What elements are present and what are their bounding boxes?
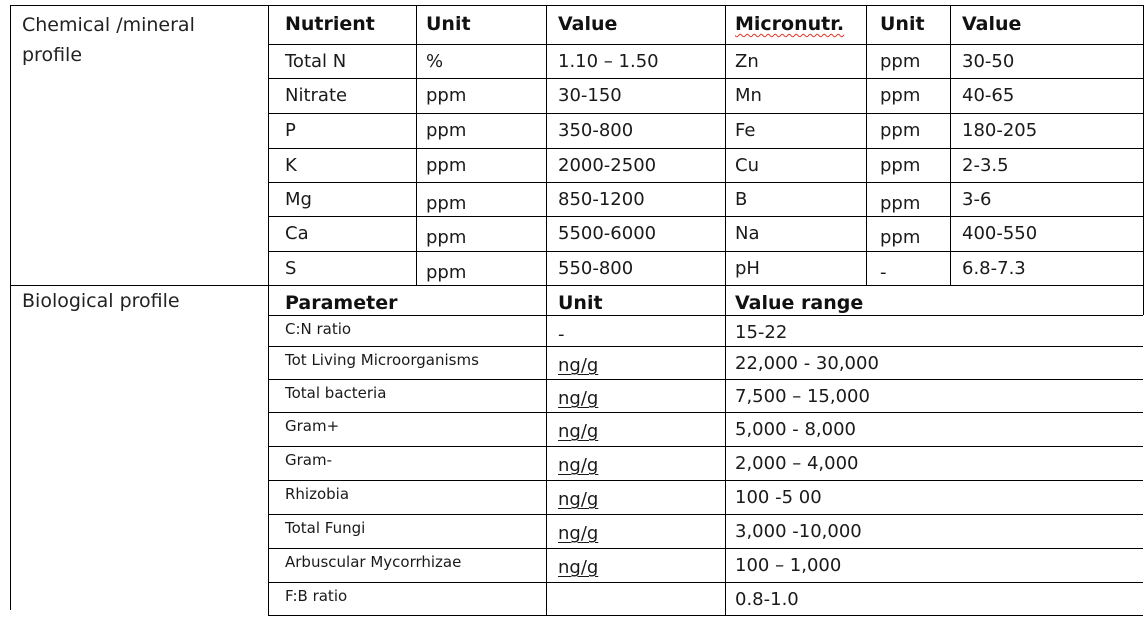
chem-row-border [268, 148, 1143, 149]
bio-value: 2,000 – 4,000 [735, 453, 859, 474]
bio-parameter: Gram- [285, 451, 333, 469]
bio-value: 22,000 - 30,000 [735, 353, 879, 374]
chem-cell: 400-550 [962, 223, 1038, 244]
section-divider [10, 285, 1143, 286]
bio-row-border [268, 480, 1143, 481]
bio-unit: ng/g [558, 421, 599, 442]
chem-cell: Total N [285, 51, 347, 72]
chem-cell: ppm [880, 155, 921, 176]
chem-row-border [268, 113, 1143, 114]
chem-col-border [725, 5, 726, 285]
table-top-border [10, 5, 1143, 6]
header-value: Value [558, 13, 618, 35]
chem-cell: ppm [426, 193, 467, 214]
chem-cell: 2-3.5 [962, 155, 1009, 176]
bio-unit: ng/g [558, 489, 599, 510]
bio-value: 5,000 - 8,000 [735, 419, 856, 440]
section-label-chemical: Chemical /mineral [22, 14, 195, 36]
bio-row-border [268, 514, 1143, 515]
bio-row-border [268, 315, 1143, 316]
bio-row-border [268, 548, 1143, 549]
chem-cell: Na [735, 223, 760, 244]
bio-row-border [268, 346, 1143, 347]
chem-cell: ppm [880, 193, 921, 214]
bio-row-border [268, 582, 1143, 583]
chem-col-border [416, 5, 417, 285]
bio-row-border [268, 379, 1143, 380]
chem-cell: ppm [880, 120, 921, 141]
section-label-biological: Biological profile [22, 290, 180, 312]
bio-row-border [268, 446, 1143, 447]
chem-cell: Fe [735, 120, 756, 141]
chem-col-border [866, 5, 867, 285]
table-left-border [10, 5, 11, 610]
chem-cell: pH [735, 258, 760, 279]
bio-value: 0.8-1.0 [735, 589, 799, 610]
bio-value: 15-22 [735, 322, 788, 343]
bio-parameter: Total bacteria [285, 384, 387, 402]
bio-unit: ng/g [558, 355, 599, 376]
bio-header-right-border [1143, 285, 1144, 315]
bio-col-border [546, 285, 547, 615]
header-unit-2: Unit [880, 13, 925, 35]
chem-cell: 30-50 [962, 51, 1015, 72]
chem-row-border [268, 182, 1143, 183]
bio-parameter: C:N ratio [285, 320, 352, 338]
chem-cell: % [426, 51, 444, 72]
chem-cell: 30-150 [558, 85, 622, 106]
chem-cell: Mn [735, 85, 762, 106]
chem-cell: 3-6 [962, 189, 992, 210]
header-micronutr: Micronutr. [735, 13, 845, 35]
chem-cell: ppm [880, 227, 921, 248]
chem-cell: ppm [880, 85, 921, 106]
chem-cell: 5500-6000 [558, 223, 657, 244]
chem-cell: 350-800 [558, 120, 634, 141]
chem-cell: B [735, 189, 748, 210]
bio-parameter: Arbuscular Mycorrhizae [285, 553, 462, 571]
header-value-2: Value [962, 13, 1022, 35]
chem-row-border [268, 251, 1143, 252]
header-bio-unit: Unit [558, 292, 603, 314]
chem-cell: - [880, 262, 887, 283]
bio-row-border [268, 412, 1143, 413]
chem-cell: K [285, 155, 297, 176]
bio-unit: ng/g [558, 557, 599, 578]
chem-cell: ppm [426, 120, 467, 141]
chem-cell: P [285, 120, 296, 141]
bio-unit: - [558, 324, 565, 345]
bio-parameter: Tot Living Microorganisms [285, 351, 479, 369]
chem-cell: Nitrate [285, 85, 348, 106]
chem-cell: 550-800 [558, 258, 634, 279]
chem-cell: 180-205 [962, 120, 1038, 141]
bio-value: 100 – 1,000 [735, 555, 842, 576]
bio-col-border [725, 285, 726, 615]
chem-cell: ppm [426, 85, 467, 106]
bio-value: 7,500 – 15,000 [735, 386, 870, 407]
chem-cell: 40-65 [962, 85, 1015, 106]
chem-cell: ppm [426, 155, 467, 176]
section-label-chemical-cont: profile [22, 44, 83, 66]
chem-row-border [268, 78, 1143, 79]
chem-col-border [268, 5, 269, 285]
bio-parameter: F:B ratio [285, 587, 348, 605]
chem-row-border [268, 216, 1143, 217]
chem-cell: Zn [735, 51, 759, 72]
chem-cell: 2000-2500 [558, 155, 657, 176]
header-parameter: Parameter [285, 292, 398, 314]
chem-cell: ppm [426, 262, 467, 283]
chem-col-border [546, 5, 547, 285]
bio-unit: ng/g [558, 455, 599, 476]
bio-row-border [268, 615, 1143, 616]
chem-cell: 1.10 – 1.50 [558, 51, 659, 72]
bio-unit: ng/g [558, 523, 599, 544]
bio-value: 3,000 -10,000 [735, 521, 862, 542]
chem-cell: ppm [426, 227, 467, 248]
chem-col-border [1143, 5, 1144, 285]
chem-cell: Cu [735, 155, 759, 176]
header-value-range: Value range [735, 292, 864, 314]
chem-cell: 6.8-7.3 [962, 258, 1026, 279]
bio-unit: ng/g [558, 388, 599, 409]
bio-parameter: Rhizobia [285, 485, 350, 503]
chem-col-border [950, 5, 951, 285]
bio-parameter: Total Fungi [285, 519, 366, 537]
chem-cell: 850-1200 [558, 189, 645, 210]
header-unit: Unit [426, 13, 471, 35]
chem-row-border [268, 44, 1143, 45]
chem-cell: S [285, 258, 297, 279]
chem-cell: Mg [285, 189, 312, 210]
bio-col-border [268, 285, 269, 615]
chem-cell: Ca [285, 223, 309, 244]
bio-value: 100 -5 00 [735, 487, 822, 508]
chem-cell: ppm [880, 51, 921, 72]
bio-parameter: Gram+ [285, 417, 340, 435]
header-nutrient: Nutrient [285, 13, 375, 35]
